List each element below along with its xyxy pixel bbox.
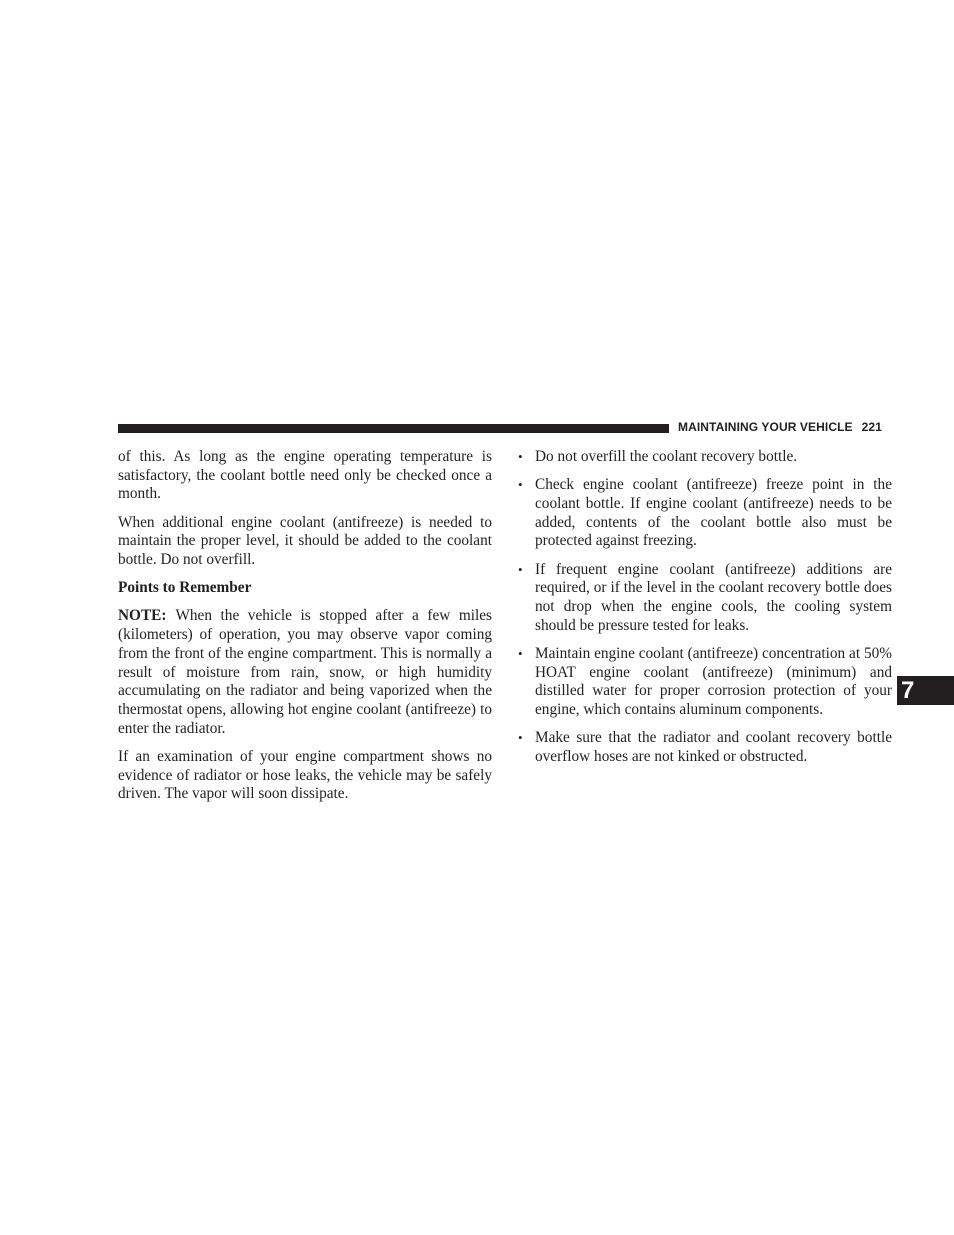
- list-item: [517, 645, 892, 720]
- subheading-points-to-remember: Points to Remember: [118, 579, 252, 597]
- bullet-icon: •: [518, 477, 523, 493]
- note-paragraph: [118, 607, 492, 738]
- bullet-icon: •: [518, 561, 523, 577]
- note-label: NOTE:: [118, 607, 167, 625]
- list-item-text: Check engine coolant (antifreeze) freeze point in the coolant bottle. If engine coolant (antifreeze) needs to be added, contents of the coolant bottle also must be protected against freezing.: [535, 476, 892, 550]
- page-number: 221: [861, 420, 882, 434]
- bullet-icon: •: [518, 645, 523, 661]
- list-item-text: If frequent engine coolant (antifreeze) additions are required, or if the level in the coolant recovery bottle does not drop when the engine cools, the cooling system should be pressure tested for leaks.: [535, 560, 892, 634]
- running-header: [678, 420, 882, 434]
- chapter-tab: [897, 676, 954, 705]
- bullet-icon: •: [518, 449, 523, 464]
- list-item-text: Maintain engine coolant (antifreeze) concentration at 50% HOAT engine coolant (antifreeze) (minimum) and distilled water for proper corrosion protection of your engine, which contains aluminum components.: [535, 644, 892, 718]
- list-item: [517, 729, 892, 766]
- paragraph-continuation: of this. As long as the engine operating temperature is satisfactory, the coolant bottle need only be checked once a month.: [118, 448, 492, 503]
- right-column: [517, 448, 892, 776]
- left-column: [118, 448, 492, 813]
- bullet-list: [517, 448, 892, 767]
- list-item: [517, 561, 892, 636]
- note-text: When the vehicle is stopped after a few miles (kilometers) of operation, you may observe vapor coming from the front of the engine compartment. This is normally a result of moisture from rain, snow, or high humidity accumulating on the radiator and being vaporized when the thermostat opens, allowing hot engine coolant (antifreeze) to enter the radiator.: [118, 607, 492, 737]
- list-item-text: Do not overfill the coolant recovery bottle.: [535, 448, 798, 465]
- paragraph-adding-coolant: When additional engine coolant (antifreeze) is needed to maintain the proper level, it should be added to the coolant bottle. Do not overfill.: [118, 513, 492, 569]
- section-title: MAINTAINING YOUR VEHICLE: [678, 420, 853, 434]
- chapter-number: 7: [901, 677, 915, 704]
- paragraph-examination: If an examination of your engine compartment shows no evidence of radiator or hose leaks, the vehicle may be safely driven. The vapor will soon dissipate.: [118, 747, 492, 803]
- list-item-text: Make sure that the radiator and coolant recovery bottle overflow hoses are not kinked or obstructed.: [535, 729, 892, 765]
- list-item: [517, 476, 892, 551]
- list-item: [517, 448, 892, 467]
- bullet-icon: •: [518, 730, 523, 746]
- header-rule: [118, 424, 669, 433]
